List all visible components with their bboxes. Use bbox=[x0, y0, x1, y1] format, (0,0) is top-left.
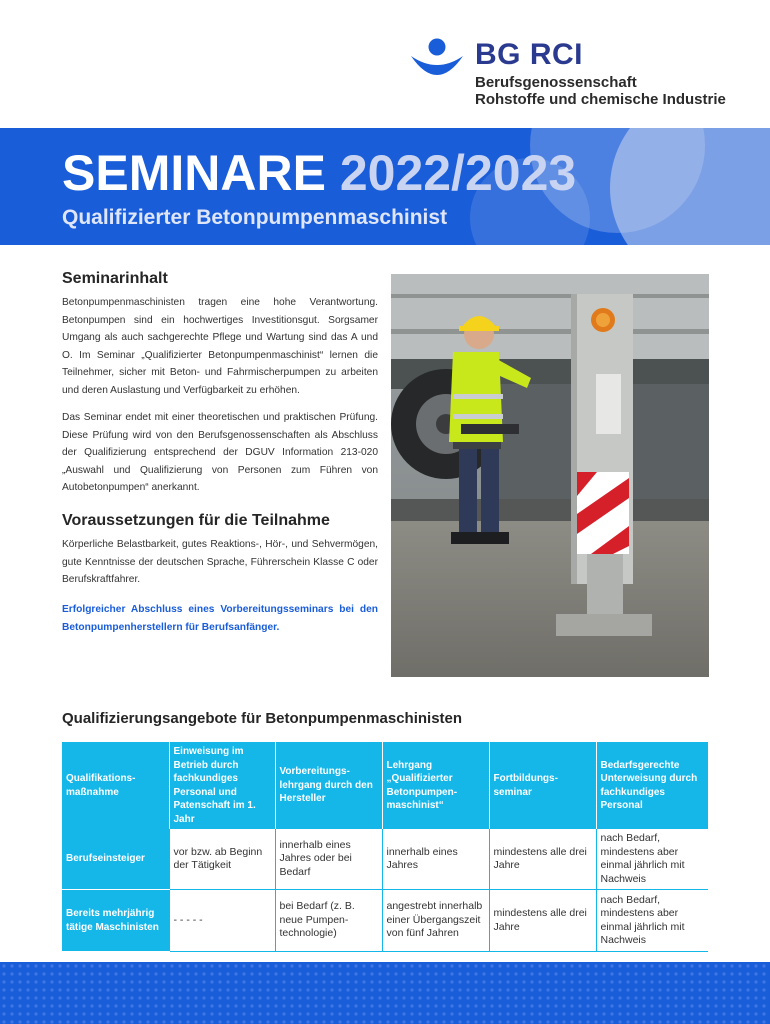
section-heading-voraussetzungen: Voraussetzungen für die Teilnahme bbox=[62, 512, 330, 529]
voraussetzungen-highlight: Erfolgreicher Abschluss eines Vorbereitungsseminars bei den Betonpumpenherstellern für Berufsanfänger. bbox=[62, 604, 378, 633]
banner-decor-circle bbox=[610, 128, 770, 245]
bg-rci-logo bbox=[409, 34, 729, 114]
table-cell: mindestens alle drei Jahre bbox=[489, 829, 596, 890]
table-header-cell: Vorbereitungs- lehrgang durch den Hersteller bbox=[275, 742, 382, 829]
bg-rci-logo-icon bbox=[409, 34, 465, 90]
concrete-pump-operator-photo bbox=[391, 274, 709, 677]
voraussetzungen-paragraph: Körperliche Belastbarkeit, gutes Reaktions-, Hör-, und Sehvermögen, gute Kenntnisse der deutschen Sprache, Führerschein Klasse C oder Berufskraftfahrer. bbox=[62, 539, 378, 585]
table-cell: angestrebt innerhalb einer Übergangszeit von fünf Jahren bbox=[382, 890, 489, 952]
table-header-cell: Lehrgang „Qualifizierter Betonpumpen- maschinist“ bbox=[382, 742, 489, 829]
table-row bbox=[62, 829, 708, 890]
qualification-table bbox=[62, 742, 708, 952]
table-cell: mindestens alle drei Jahre bbox=[489, 890, 596, 952]
section-heading-seminarinhalt: Seminarinhalt bbox=[62, 270, 168, 287]
table-title: Qualifizierungsangebote für Betonpumpenmaschinisten bbox=[62, 710, 463, 727]
footer-banner bbox=[0, 962, 770, 1024]
page-title bbox=[62, 144, 576, 202]
table-header-cell: Einweisung im Betrieb durch fachkundiges Personal und Patenschaft im 1. Jahr bbox=[169, 742, 275, 829]
table-cell: nach Bedarf, mindestens aber einmal jährlich mit Nachweis bbox=[596, 829, 708, 890]
photo-illustration bbox=[391, 274, 709, 677]
table-cell: innerhalb eines Jahres bbox=[382, 829, 489, 890]
logo-subtitle-line1: Berufsgenossenschaft bbox=[475, 74, 637, 91]
table-cell: nach Bedarf, mindestens aber einmal jährlich mit Nachweis bbox=[596, 890, 708, 952]
footer-dot-pattern bbox=[0, 962, 770, 1024]
table-header-cell: Fortbildungs- seminar bbox=[489, 742, 596, 829]
logo-subtitle-line2: Rohstoffe und chemische Industrie bbox=[475, 91, 726, 108]
table-header-cell: Bedarfsgerechte Unterweisung durch fachkundiges Personal bbox=[596, 742, 708, 829]
seminarinhalt-paragraph-1: Betonpumpenmaschinisten tragen eine hohe Verantwortung. Betonpumpen sind ein hochwertiges Investitionsgut. Sorgsamer Umgang als auch sachgerechte Pflege und Wartung sind das A und O. Im Seminar „Qualifizierter Betonpumpenmaschinist“ lernen die Teilnehmer, sicher mit Beton- und Fahrmischerpumpen zu arbeiten und deren Auslastung und Verfügbarkeit zu erhöhen. bbox=[62, 297, 378, 396]
page-subtitle: Qualifizierter Betonpumpenmaschinist bbox=[62, 206, 448, 229]
logo-title: BG RCI bbox=[475, 38, 583, 71]
table-row-label: Berufseinsteiger bbox=[62, 829, 169, 890]
table-row-label: Bereits mehrjährig tätige Maschinisten bbox=[62, 890, 169, 952]
seminarinhalt-paragraph-2: Das Seminar endet mit einer theoretischen und praktischen Prüfung. Diese Prüfung wird von den Berufsgenossenschaften als Abschluss der Qualifizierung entsprechend der DGUV Information 213-020 „Auswahl und Qualifizierung von Personen zum Führen von Autobetonpumpen“ anerkannt. bbox=[62, 412, 378, 493]
title-year: 2022/2023 bbox=[339, 145, 577, 201]
table-header-row bbox=[62, 742, 708, 829]
table-cell: bei Bedarf (z. B. neue Pumpen- technologie) bbox=[275, 890, 382, 952]
table-header-cell: Qualifikations- maßnahme bbox=[62, 742, 169, 829]
title-banner bbox=[0, 128, 770, 245]
table-cell: vor bzw. ab Beginn der Tätigkeit bbox=[169, 829, 275, 890]
table-cell: - - - - - bbox=[169, 890, 275, 952]
table-row bbox=[62, 890, 708, 952]
table-cell: innerhalb eines Jahres oder bei Bedarf bbox=[275, 829, 382, 890]
title-word: SEMINARE bbox=[62, 145, 326, 201]
